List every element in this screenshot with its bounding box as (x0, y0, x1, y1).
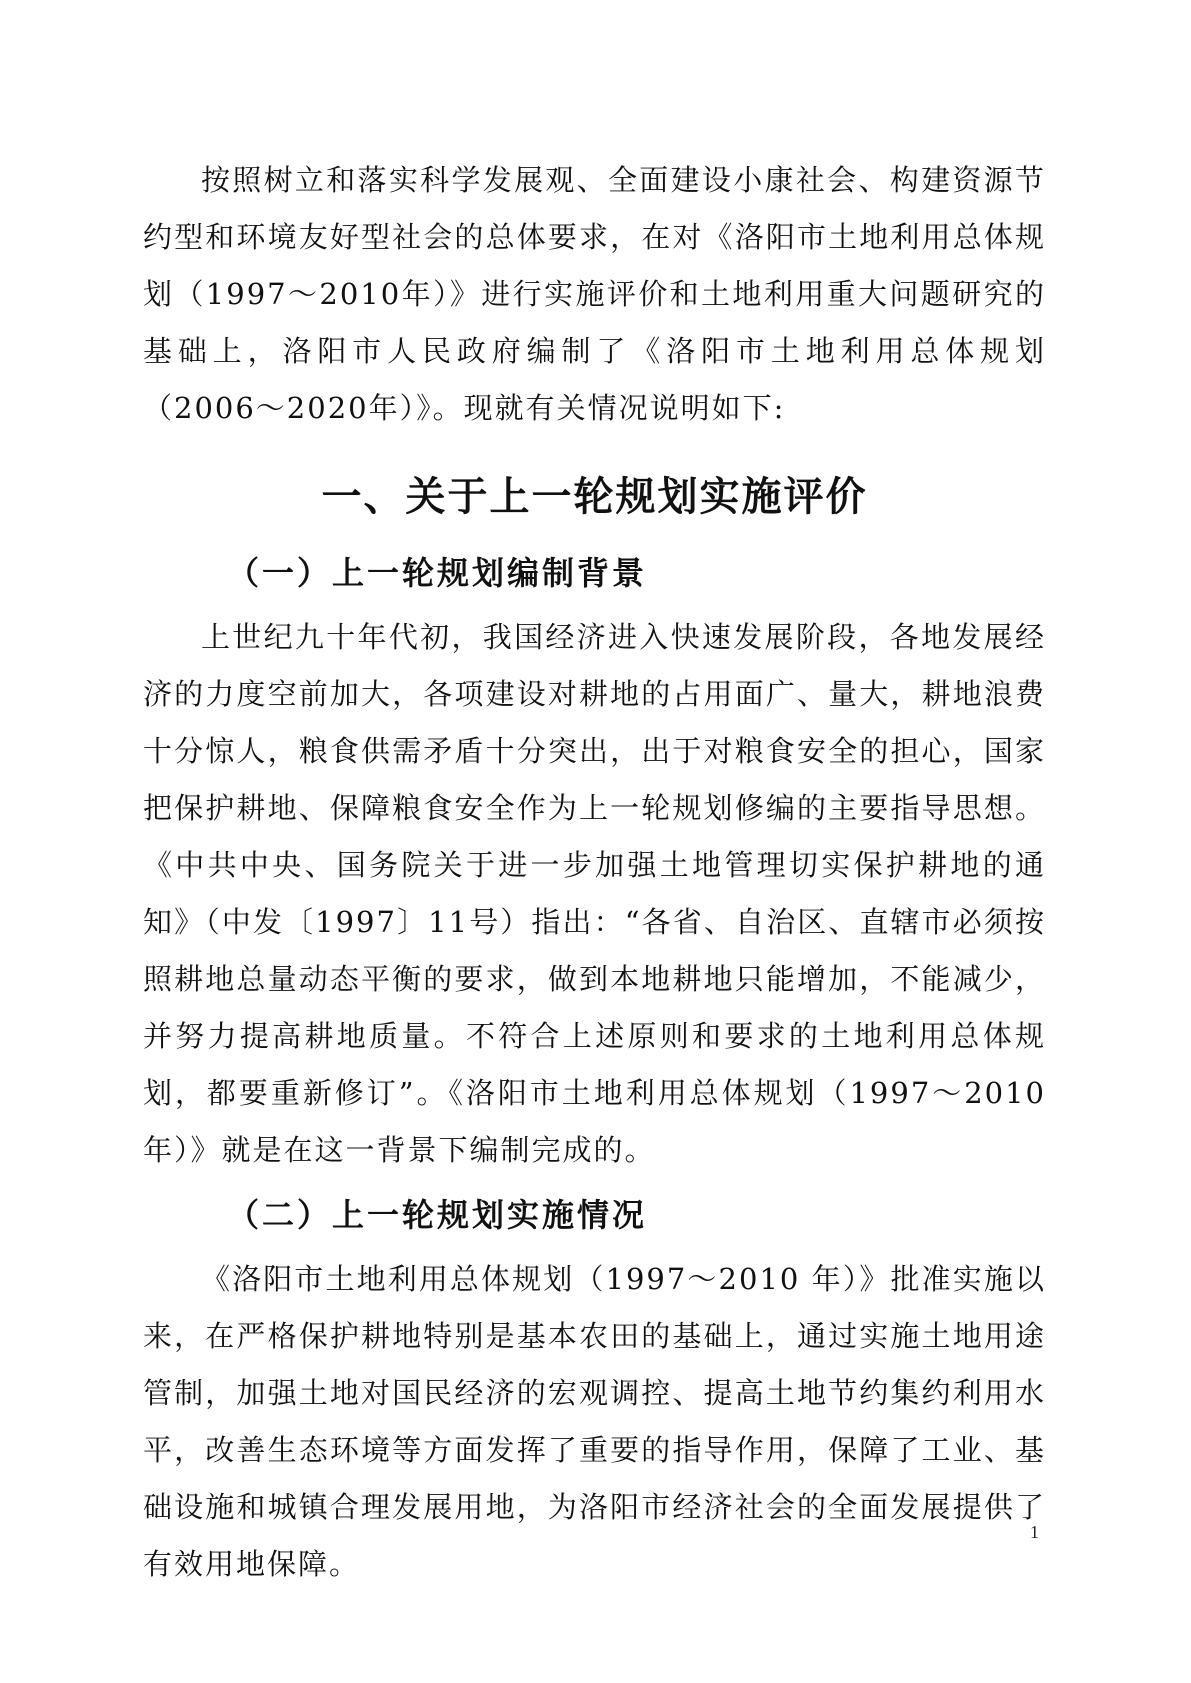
subsection-heading-implementation: （二）上一轮规划实施情况 (227, 1196, 648, 1234)
subsection-heading-background: （一）上一轮规划编制背景 (227, 554, 648, 592)
background-paragraph: 上世纪九十年代初，我国经济进入快速发展阶段，各地发展经济的力度空前加大，各项建设对耕地的占用面广、量大，耕地浪费十分惊人，粮食供需矛盾十分突出，出于对粮食安全的担心，国家把保护耕地、保障粮食安全作为上一轮规划修编的主要指导思想。《中共中央、国务院关于进一步加强土地管理切实保护耕地的通知》（中发〔1997〕11号）指出：“各省、自治区、直辖市必须按照耕地总量动态平衡的要求，做到本地耕地只能增加，不能减少，并努力提高耕地质量。不符合上述原则和要求的土地利用总体规划，都要重新修订”。《洛阳市土地利用总体规划（1997～2010年）》就是在这一背景下编制完成的。 (143, 620, 1046, 1167)
page-number: 1 (1030, 1522, 1039, 1542)
document-body (143, 152, 1046, 1593)
implementation-paragraph: 《洛阳市土地利用总体规划（1997～2010 年）》批准实施以来，在严格保护耕地特别是基本农田的基础上，通过实施土地用途管制，加强土地对国民经济的宏观调控、提高土地节约集约利用水平，改善生态环境等方面发挥了重要的指导作用，保障了工业、基础设施和城镇合理发展用地，为洛阳市经济社会的全面发展提供了有效用地保障。 (143, 1262, 1046, 1581)
section-heading: 一、关于上一轮规划实施评价 (321, 474, 868, 520)
intro-paragraph: 按照树立和落实科学发展观、全面建设小康社会、构建资源节约型和环境友好型社会的总体要求，在对《洛阳市土地利用总体规划（1997～2010年）》进行实施评价和土地利用重大问题研究的基础上，洛阳市人民政府编制了《洛阳市土地利用总体规划（2006～2020年）》。现就有关情况说明如下: (143, 163, 1046, 425)
